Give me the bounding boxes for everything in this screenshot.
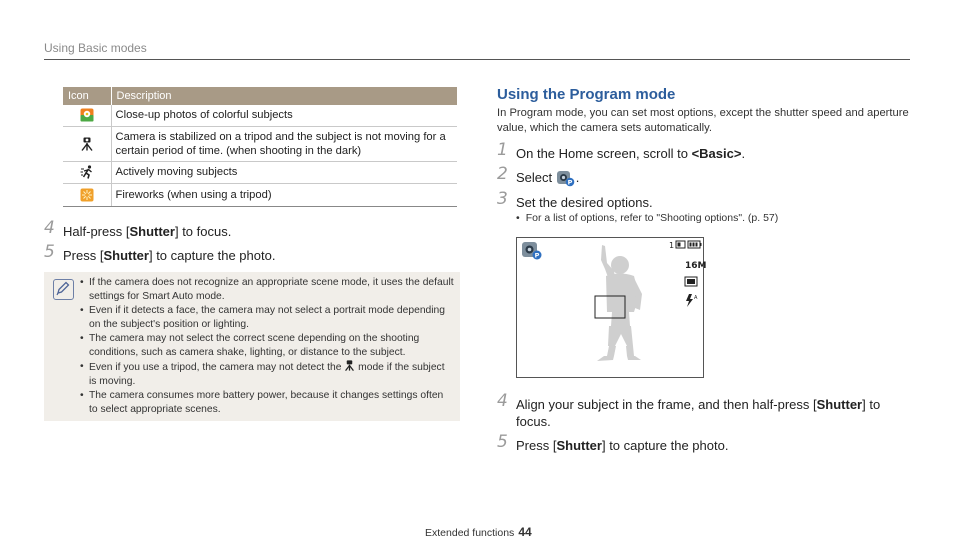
step-5-capture-photo: 5 Press [Shutter] to capture the photo. — [497, 432, 729, 453]
note-item: • Even if it detects a face, the camera may not select a portrait mode depending on the subject's position or lighting. — [80, 304, 454, 331]
resolution-indicator: 16M — [685, 261, 707, 271]
battery-icon — [688, 241, 702, 248]
note-item: • If the camera does not recognize an appropriate scene mode, it uses the default settings for Smart Auto mode. — [80, 276, 454, 303]
subject-silhouette — [597, 245, 642, 361]
svg-text:P: P — [567, 178, 573, 187]
macro-flower-icon — [80, 108, 94, 122]
table-row — [63, 183, 457, 206]
scene-mode-table — [63, 87, 457, 207]
flash-icon — [686, 294, 698, 307]
note-box — [44, 272, 460, 421]
quality-icon — [685, 277, 697, 286]
row-description: Actively moving subjects — [111, 161, 457, 183]
section-title: Using the Program mode — [497, 86, 676, 103]
column-header-description: Description — [111, 87, 457, 105]
program-mode-icon — [522, 242, 542, 260]
note-pencil-icon — [53, 279, 74, 300]
row-description: Fireworks (when using a tripod) — [111, 183, 457, 206]
running-head: Using Basic modes — [44, 41, 147, 55]
svg-text:P: P — [534, 251, 540, 260]
options-reference: • For a list of options, refer to "Shooting options". (p. 57) — [516, 212, 778, 224]
section-intro: In Program mode, you can set most options, except the shutter speed and aperture value, which the camera sets automatically. — [497, 107, 909, 134]
table-row — [63, 126, 457, 161]
page-footer — [425, 525, 532, 539]
preview-scene — [517, 238, 707, 377]
step-5-capture: 5 Press [Shutter] to capture the photo. — [44, 242, 276, 263]
table-row — [63, 161, 457, 183]
footer-label: Extended functions — [425, 527, 515, 539]
svg-text:A: A — [694, 295, 698, 301]
page-number: 44 — [518, 525, 532, 539]
step-1-home-screen: 1 On the Home screen, scroll to <Basic>. — [497, 140, 746, 161]
column-header-icon: Icon — [63, 87, 111, 105]
row-description: Close-up photos of colorful subjects — [111, 105, 457, 126]
note-item: • Even if you use a tripod, the camera may not detect the mode if the subject is moving. — [80, 360, 454, 388]
table-row — [63, 105, 457, 126]
header-rule — [44, 59, 910, 60]
note-item: • The camera may not select the correct scene depending on the shooting conditions, such as camera shake, lighting, or distance to the subject. — [80, 332, 454, 359]
tripod-icon — [344, 360, 355, 371]
step-2-select-program: 2 Select P . — [497, 164, 580, 187]
action-runner-icon — [80, 165, 94, 179]
tripod-icon — [80, 137, 94, 151]
shots-remaining: 1 — [669, 241, 675, 250]
step-4-align-subject: 4 Align your subject in the frame, and then half-press [Shutter] to focus. — [497, 391, 881, 429]
table-header-row — [63, 87, 457, 105]
fireworks-icon — [80, 188, 94, 202]
step-4-half-press: 4 Half-press [Shutter] to focus. — [44, 218, 232, 239]
row-description: Camera is stabilized on a tripod and the subject is not moving for a certain period of time. (when shooting in the dark) — [111, 126, 457, 161]
note-item: • The camera consumes more battery power, because it changes settings often to select appropriate scenes. — [80, 389, 454, 416]
note-list — [80, 276, 454, 417]
camera-preview — [516, 237, 707, 378]
step-3-set-options: 3 Set the desired options. — [497, 189, 653, 210]
program-mode-icon — [556, 169, 576, 187]
